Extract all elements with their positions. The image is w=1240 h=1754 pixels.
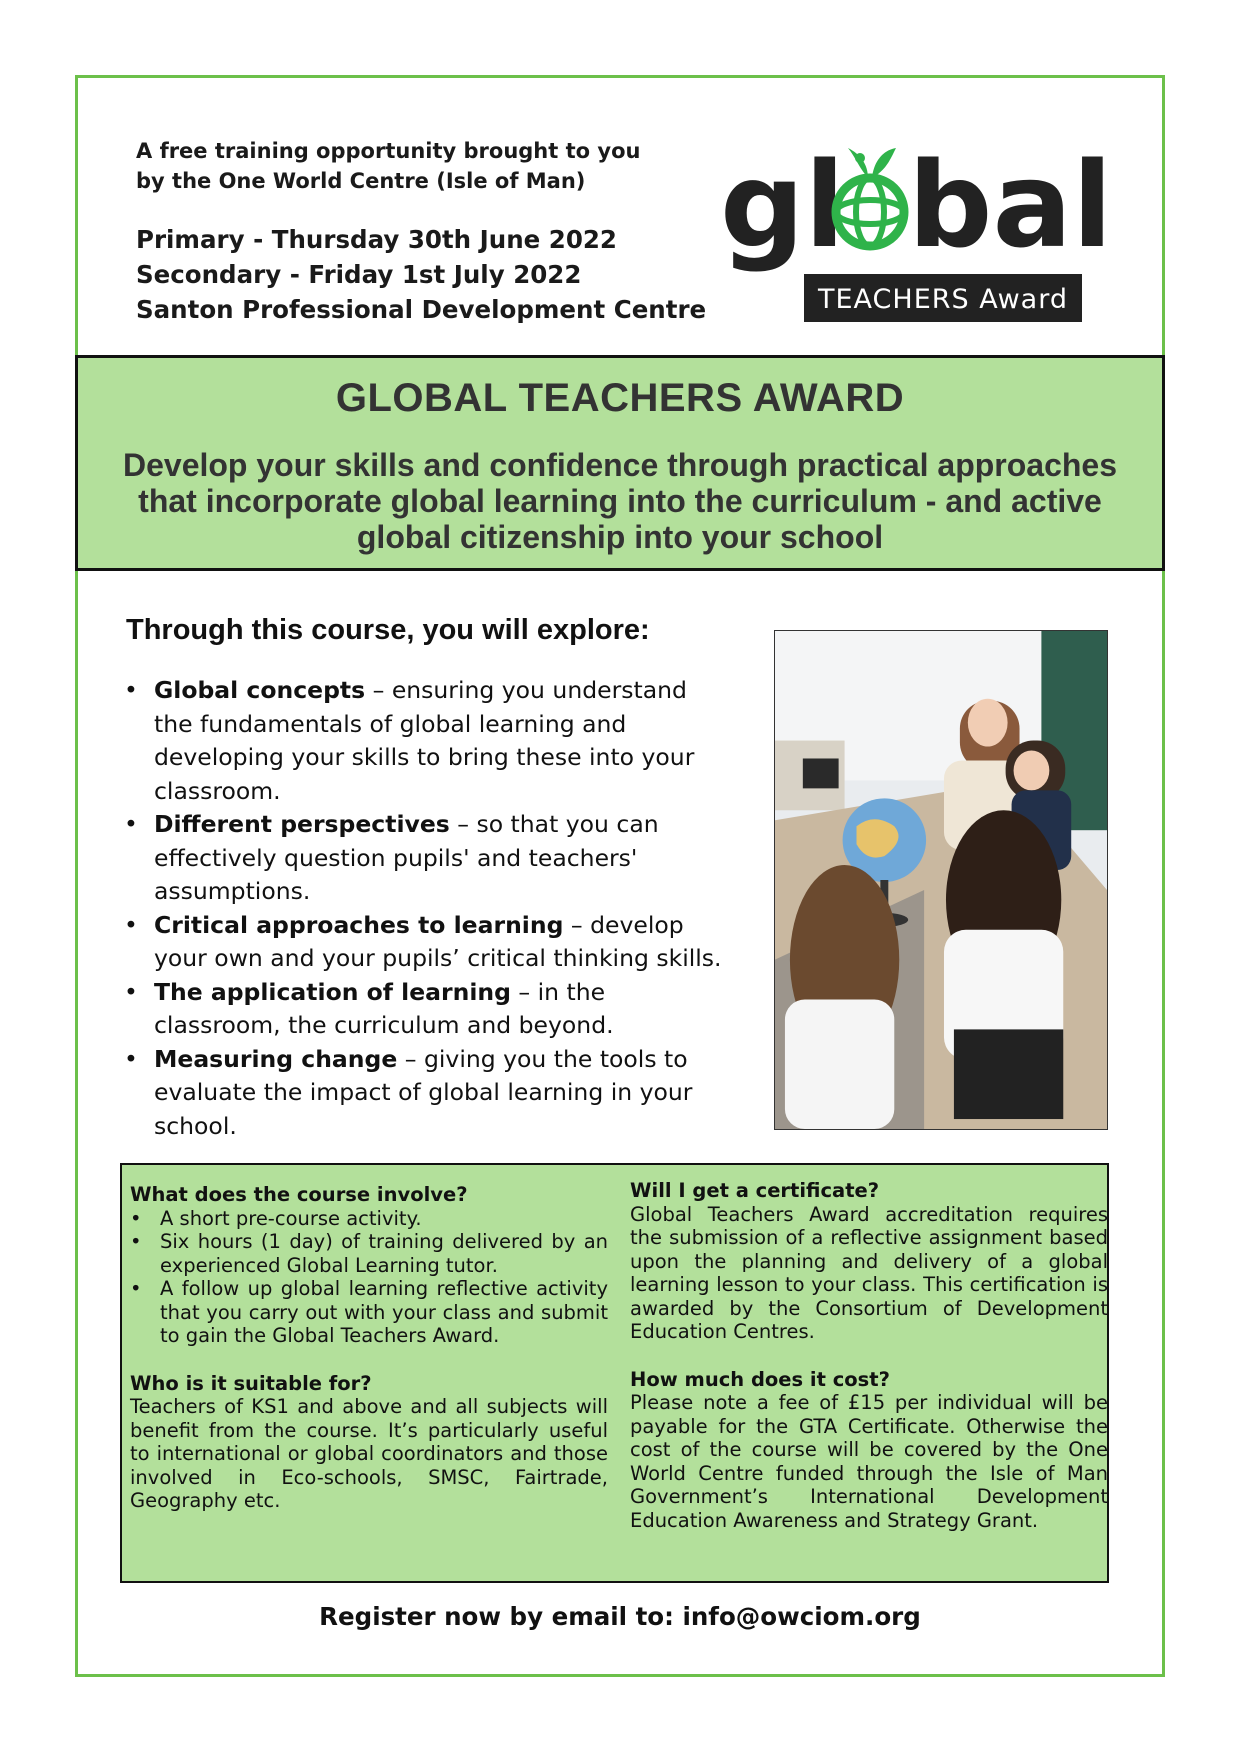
certificate-answer: Global Teachers Award accreditation requires the submission of a reflective assignment based upon the planning and delivery of a global learning lesson to your class. This certification is awarded by the Consortium of Development Education Centres. xyxy=(630,1202,1108,1343)
topic-title: Global concepts xyxy=(154,676,366,704)
course-info-box xyxy=(120,1163,1109,1583)
involve-question: What does the course involve? xyxy=(130,1183,468,1206)
topic-title: Different perspectives xyxy=(154,810,450,838)
certificate-question: Will I get a certificate? xyxy=(630,1179,880,1202)
classroom-photo xyxy=(774,630,1108,1130)
intro-text xyxy=(136,136,676,196)
topic-item: • Measuring change – giving you the tools to evaluate the impact of global learning in your school. xyxy=(124,1044,693,1140)
topic-item: • Different perspectives – so that you can effectively question pupils' and teachers' assumptions. xyxy=(124,810,659,905)
explore-heading: Through this course, you will explore: xyxy=(126,614,650,646)
topic-text: – develop your own and your pupils’ critical thinking skills. xyxy=(154,910,722,972)
suitable-answer: Teachers of KS1 and above and all subjects will benefit from the course. It’s particularly useful to international or global coordinators and those involved in Eco-schools, SMSC, Fairtrade, Geography etc. xyxy=(130,1395,608,1512)
suitable-question: Who is it suitable for? xyxy=(130,1371,372,1395)
topic-text: – in the classroom, the curriculum and beyond. xyxy=(154,977,614,1039)
topic-item: • Critical approaches to learning – develop your own and your pupils’ critical thinking skills. xyxy=(124,910,722,972)
event-details xyxy=(136,222,707,327)
global-teachers-award-logo xyxy=(718,108,1118,328)
cost-question: How much does it cost? xyxy=(630,1367,890,1391)
intro-line-2: by the One World Centre (Isle of Man) xyxy=(136,169,586,193)
topic-item: • Global concepts – ensuring you understand the fundamentals of global learning and developing your skills to bring these into your classroom. xyxy=(124,676,695,805)
headline-banner xyxy=(75,355,1165,571)
involve-item: • Six hours (1 day) of training delivered by an experienced Global Learning tutor. xyxy=(130,1230,608,1277)
logo-word-left: gl xyxy=(720,136,845,274)
topic-text: – giving you the tools to evaluate the impact of global learning in your school. xyxy=(154,1044,693,1140)
topic-item: • The application of learning – in the classroom, the curriculum and beyond. xyxy=(124,977,614,1039)
info-right-column xyxy=(630,1179,1108,1532)
topic-title: The application of learning xyxy=(154,977,511,1006)
topic-title: Critical approaches to learning xyxy=(154,910,564,939)
info-left-column xyxy=(130,1183,608,1513)
primary-date: Primary - Thursday 30th June 2022 xyxy=(136,225,617,254)
logo-badge-text: TEACHERS Award xyxy=(817,284,1069,315)
topic-title: Measuring change xyxy=(154,1044,398,1073)
secondary-date: Secondary - Friday 1st July 2022 xyxy=(136,260,582,289)
topic-text: – so that you can effectively question pupils' and teachers' assumptions. xyxy=(154,810,659,905)
logo-word-right: bal xyxy=(908,136,1113,274)
globe-icon xyxy=(836,148,904,246)
register-email-line: Register now by email to: info@owciom.org xyxy=(319,1602,921,1631)
banner-subtitle: Develop your skills and confidence through practical approaches that incorporate global learning into the curriculum - and active global citizenship into your school xyxy=(122,447,1118,555)
topic-text: – ensuring you understand the fundamentals of global learning and developing your skills to bring these into your classroom. xyxy=(154,676,695,805)
topics-list xyxy=(124,674,724,1143)
banner-title: GLOBAL TEACHERS AWARD xyxy=(335,376,905,420)
intro-line-1: A free training opportunity brought to you xyxy=(136,139,641,163)
involve-list xyxy=(130,1207,608,1348)
involve-item: • A follow up global learning reflective activity that you carry out with your class and submit to gain the Global Teachers Award. xyxy=(130,1277,608,1347)
involve-item: • A short pre-course activity. xyxy=(130,1206,422,1230)
venue: Santon Professional Development Centre xyxy=(136,295,707,324)
cost-answer: Please note a fee of £15 per individual will be payable for the GTA Certificate. Otherwise the cost of the course will be covered by the One World Centre funded through the Isle of Man Government’s International Development Education Awareness and Strategy Grant. xyxy=(630,1391,1108,1532)
